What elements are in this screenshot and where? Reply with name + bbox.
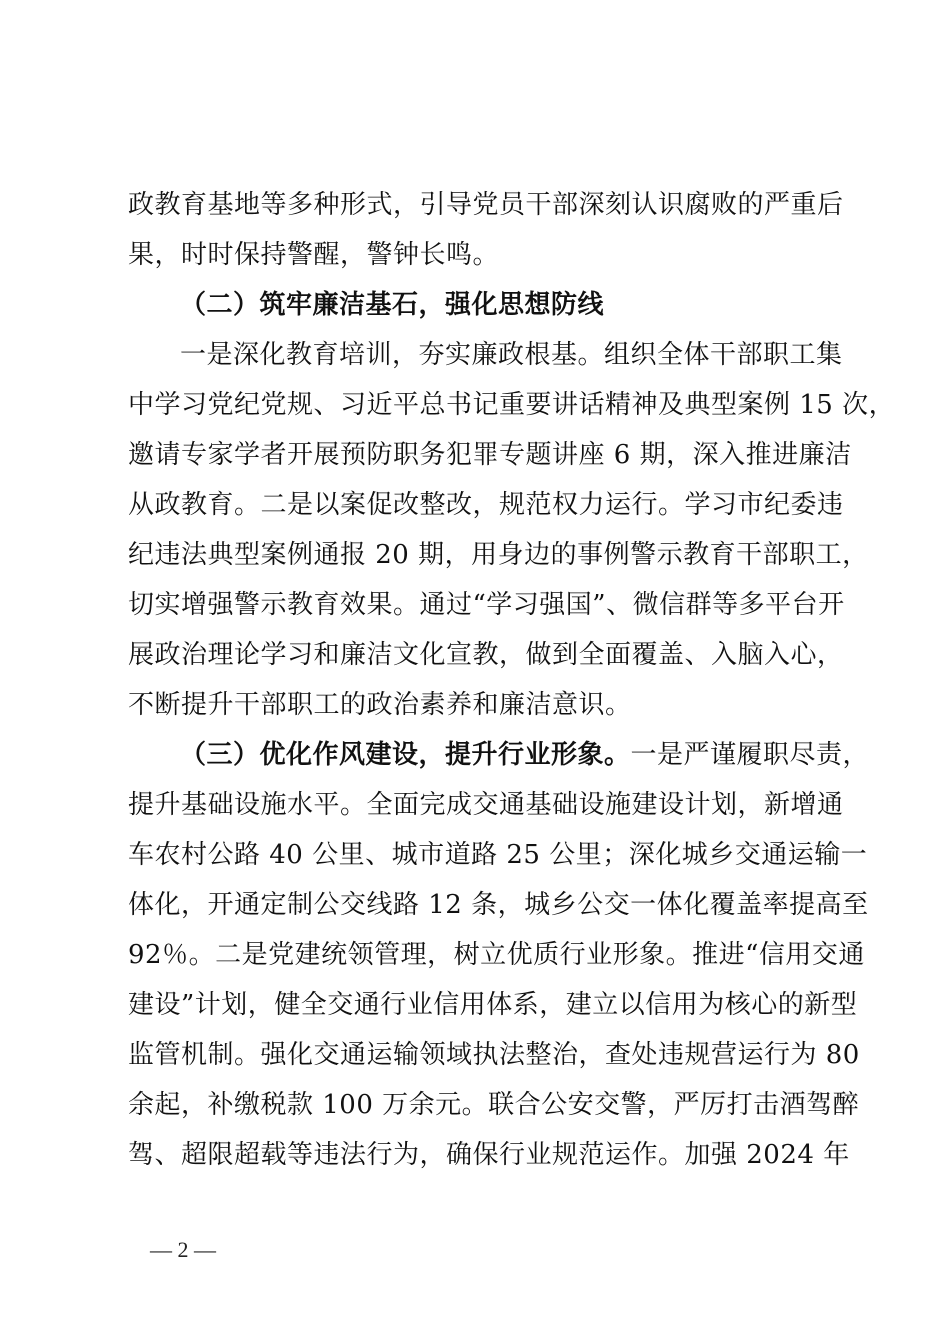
paragraph-line-9: 展政治理论学习和廉洁文化宣教，做到全面覆盖、入脑入心， <box>128 640 844 670</box>
paragraph-line-17: 余起，补缴税款 100 万余元。联合公安交警，严厉打击酒驾醉 <box>128 1090 860 1120</box>
paragraph-line-13: 体化，开通定制公交线路 12 条，城乡公交一体化覆盖率提高至 <box>128 890 869 920</box>
paragraph-line-2: 果，时时保持警醒，警钟长鸣。 <box>128 240 500 270</box>
paragraph-line-12: 车农村公路 40 公里、城市道路 25 公里；深化城乡交通运输一 <box>128 840 868 870</box>
paragraph-line-11: 提升基础设施水平。全面完成交通基础设施建设计划，新增通 <box>128 790 844 820</box>
paragraph-line-4: 中学习党纪党规、习近平总书记重要讲话精神及典型案例 15 次， <box>128 390 896 420</box>
paragraph-line-6: 从政教育。二是以案促改整改，规范权力运行。学习市纪委违 <box>128 490 844 520</box>
paragraph-line-1: 政教育基地等多种形式，引导党员干部深刻认识腐败的严重后 <box>128 190 844 220</box>
section-3-line <box>180 730 870 780</box>
paragraph-line-10: 不断提升干部职工的政治素养和廉洁意识。 <box>128 690 632 720</box>
section-heading-3: （三）优化作风建设，提升行业形象。 <box>180 740 631 770</box>
paragraph-line-7: 纪违法典型案例通报 20 期，用身边的事例警示教育干部职工， <box>128 540 869 570</box>
paragraph-line-18: 驾、超限超载等违法行为，确保行业规范运作。加强 2024 年 <box>128 1140 850 1170</box>
paragraph-line-15: 建设”计划，健全交通行业信用体系，建立以信用为核心的新型 <box>128 990 858 1020</box>
paragraph-line-5: 邀请专家学者开展预防职务犯罪专题讲座 6 期，深入推进廉洁 <box>128 440 852 470</box>
paragraph-line-16: 监管机制。强化交通运输领域执法整治，查处违规营运行为 80 <box>128 1040 860 1070</box>
paragraph-line-14: 92％。二是党建统领管理，树立优质行业形象。推进“信用交通 <box>128 940 865 970</box>
paragraph-line-3: 一是深化教育培训，夯实廉政根基。组织全体干部职工集 <box>180 340 843 370</box>
page-number: — 2 — <box>150 1237 216 1262</box>
section-3-lead-text: 一是严谨履职尽责， <box>630 740 870 770</box>
paragraph-line-8: 切实增强警示教育效果。通过“学习强国”、微信群等多平台开 <box>128 590 845 620</box>
section-heading-2: （二）筑牢廉洁基石，强化思想防线 <box>180 290 605 320</box>
